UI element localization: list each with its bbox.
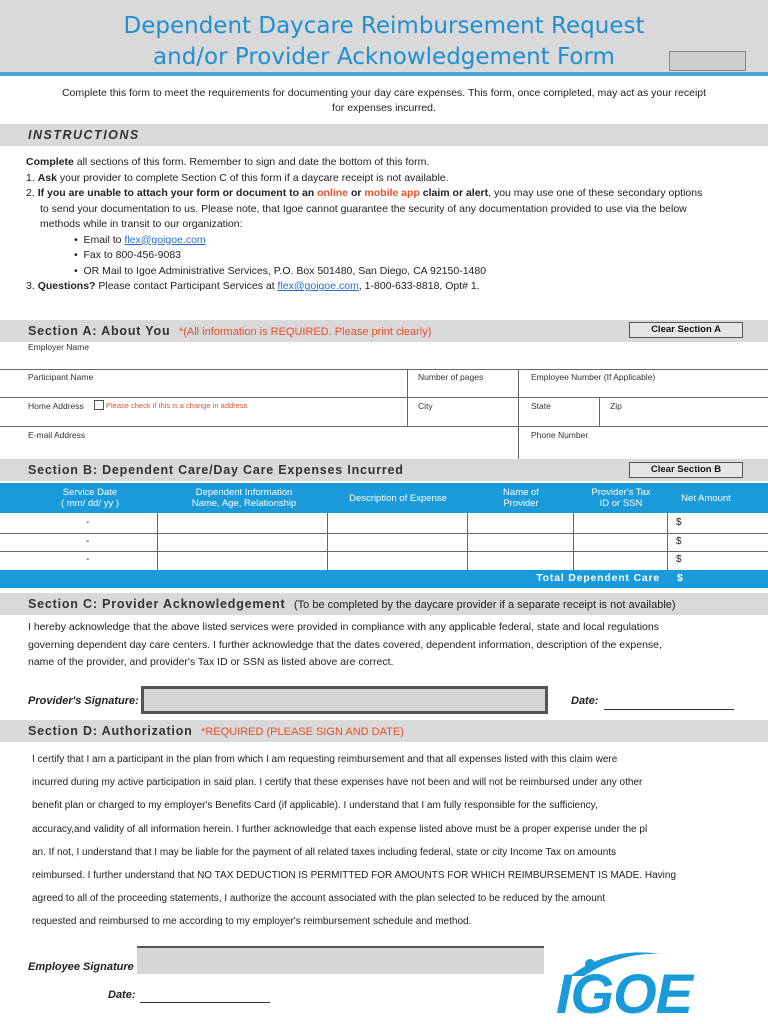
email-address-label: E-mail Address — [28, 430, 86, 440]
provider-signature-label: Provider's Signature: — [28, 695, 139, 707]
section-c-note: (To be completed by the daycare provider if a separate receipt is not available) — [294, 599, 676, 611]
form-title-line2: and/or Provider Acknowledgement Form — [153, 44, 615, 70]
instr-item2-line3: methods while in transit to our organization: — [40, 218, 243, 230]
section-c-title: Section C: Provider Acknowledgement (To be completed by the daycare provider if a separate receipt is not available) — [28, 597, 676, 611]
employer-name-label: Employer Name — [28, 342, 89, 352]
intro-line1: Complete this form to meet the requirements for documenting your day care expenses. This form, once completed, may act as your receipt — [61, 87, 707, 99]
home-address-label: Home Address — [28, 401, 84, 411]
instr-complete: Complete all sections of this form. Remember to sign and date the bottom of this form. — [26, 156, 430, 168]
row1-amount[interactable]: $ — [676, 517, 682, 528]
intro-text — [20, 86, 748, 116]
instr-item3: 3. Questions? Please contact Participant Services at flex@goigoe.com, 1-800-633-8818, Opt# 1. — [26, 280, 480, 292]
clear-section-b-button[interactable]: Clear Section B — [629, 462, 743, 478]
instr-item2: 2. If you are unable to attach your form or document to an online or mobile app claim or alert, you may use one of these secondary options — [26, 187, 703, 199]
address-change-note: Please check if this is a change in address — [106, 401, 248, 410]
zip-label: Zip — [610, 401, 622, 411]
row3-amount[interactable]: $ — [676, 554, 682, 565]
intro-line2: for expenses incurred. — [332, 102, 436, 114]
form-title-line1: Dependent Daycare Reimbursement Request — [123, 13, 645, 39]
col-net-amount: Net Amount — [681, 492, 731, 504]
col-divider — [573, 513, 574, 570]
header-field-box[interactable] — [669, 51, 746, 71]
instr-item1: 1. Ask your provider to complete Section C of this form if a daycare receipt is not available. — [26, 171, 449, 184]
phone-number-label: Phone Number — [531, 430, 589, 440]
instr-item2-line2: to send your documentation to us. Please note, that Igoe cannot guarantee the security of any documentation provided to use via the below — [40, 202, 687, 215]
row1-date[interactable]: - — [86, 517, 90, 528]
address-row-field[interactable] — [0, 426, 768, 427]
participant-name-label: Participant Name — [28, 372, 94, 382]
provider-date-label: Date: — [571, 695, 599, 707]
section-a-title: Section A: About You *(All information is REQUIRED. Please print clearly) — [28, 324, 432, 338]
row3-date[interactable]: - — [86, 554, 90, 565]
divider — [518, 369, 519, 460]
divider — [599, 397, 600, 426]
row2-amount[interactable]: $ — [676, 536, 682, 547]
col-divider — [327, 513, 328, 570]
row2-date[interactable]: - — [86, 536, 90, 547]
provider-signature-field[interactable] — [141, 686, 548, 714]
logo-text: IGOE — [556, 962, 693, 1024]
provider-date-field[interactable] — [604, 709, 734, 710]
col-dependent-info: Dependent Information Name, Age, Relationship — [191, 487, 297, 509]
employee-signature-label: Employee Signature — [28, 961, 134, 973]
total-label: Total Dependent Care — [536, 572, 660, 584]
participant-row-field[interactable] — [0, 397, 768, 398]
questions-email-link[interactable]: flex@goigoe.com — [277, 280, 359, 292]
email-link[interactable]: flex@goigoe.com — [124, 233, 206, 246]
section-d-required: *REQUIRED (PLEASE SIGN AND DATE) — [201, 726, 404, 738]
instructions-body — [26, 155, 756, 295]
col-divider — [667, 513, 668, 570]
section-d-text: I certify that I am a participant in the plan from which I am requesting reimbursement and that all expenses listed with this claim were incurred during my active participation in said plan. I certify that these expenses have not been and will not be reimbursed under any other benefit plan or charged to my employer's Benefits Card (if applicable). I understand that I am fully responsible for the sufficiency, accuracy,and validity of all information herein. I further acknowledge that each expense listed above must be a proper expense under the pl an. If not, I understand that I may be liable for the payment of all related taxes including federal, state or city Income Tax on amounts reimbursed. I further understand that NO TAX DEDUCTION IS PERMITTED FOR AMOUNTS FOR WHICH REIMBURSEMENT IS MADE. Having agreed to all of the proceeding statements, I authorize the account associated with the plan selected to be reduced by the amount requested and reimbursed to me according to my employer's reimbursement schedule and method. — [32, 754, 677, 928]
total-amount[interactable]: $ — [677, 572, 683, 584]
instr-mail: • OR Mail to Igoe Administrative Services, P.O. Box 501480, San Diego, CA 92150-1480 — [74, 264, 487, 277]
section-b-title: Section B: Dependent Care/Day Care Expenses Incurred — [28, 463, 404, 477]
employee-date-field[interactable] — [140, 1002, 270, 1003]
clear-section-a-button[interactable]: Clear Section A — [629, 322, 743, 338]
state-label: State — [531, 401, 551, 411]
col-divider — [467, 513, 468, 570]
col-description: Description of Expense — [349, 492, 447, 504]
row-divider — [0, 551, 768, 552]
row-divider — [0, 533, 768, 534]
section-c-text: I hereby acknowledge that the above listed services were provided in compliance with any applicable federal, state and local regulations governing dependent day care centers. I further acknowledge that the dates covered, dependent information, description of the expense, name of the provider, and provider's Tax ID or SSN as listed above are correct. — [28, 621, 662, 668]
city-label: City — [418, 401, 433, 411]
number-of-pages-label: Number of pages — [418, 372, 484, 382]
instructions-title: INSTRUCTIONS — [28, 128, 140, 142]
employee-signature-field[interactable] — [137, 946, 544, 974]
col-tax-id: Provider's Tax ID or SSN — [591, 487, 651, 509]
employer-name-field[interactable] — [0, 369, 768, 370]
employee-number-label: Employee Number (If Applicable) — [531, 372, 656, 382]
instr-fax: • Fax to 800-456-9083 — [74, 249, 181, 261]
col-divider — [157, 513, 158, 570]
address-change-checkbox[interactable] — [94, 400, 104, 410]
col-provider: Name of Provider — [503, 487, 539, 509]
col-service-date: Service Date ( mm/ dd/ yy ) — [60, 487, 120, 509]
employee-date-label: Date: — [108, 989, 136, 1001]
igoe-logo — [550, 946, 760, 1022]
instr-email: • Email to flex@goigoe.com — [74, 233, 206, 246]
divider — [407, 369, 408, 426]
section-a-required: *(All information is REQUIRED. Please print clearly) — [178, 326, 432, 338]
section-d-title: Section D: Authorization *REQUIRED (PLEASE SIGN AND DATE) — [28, 724, 404, 738]
